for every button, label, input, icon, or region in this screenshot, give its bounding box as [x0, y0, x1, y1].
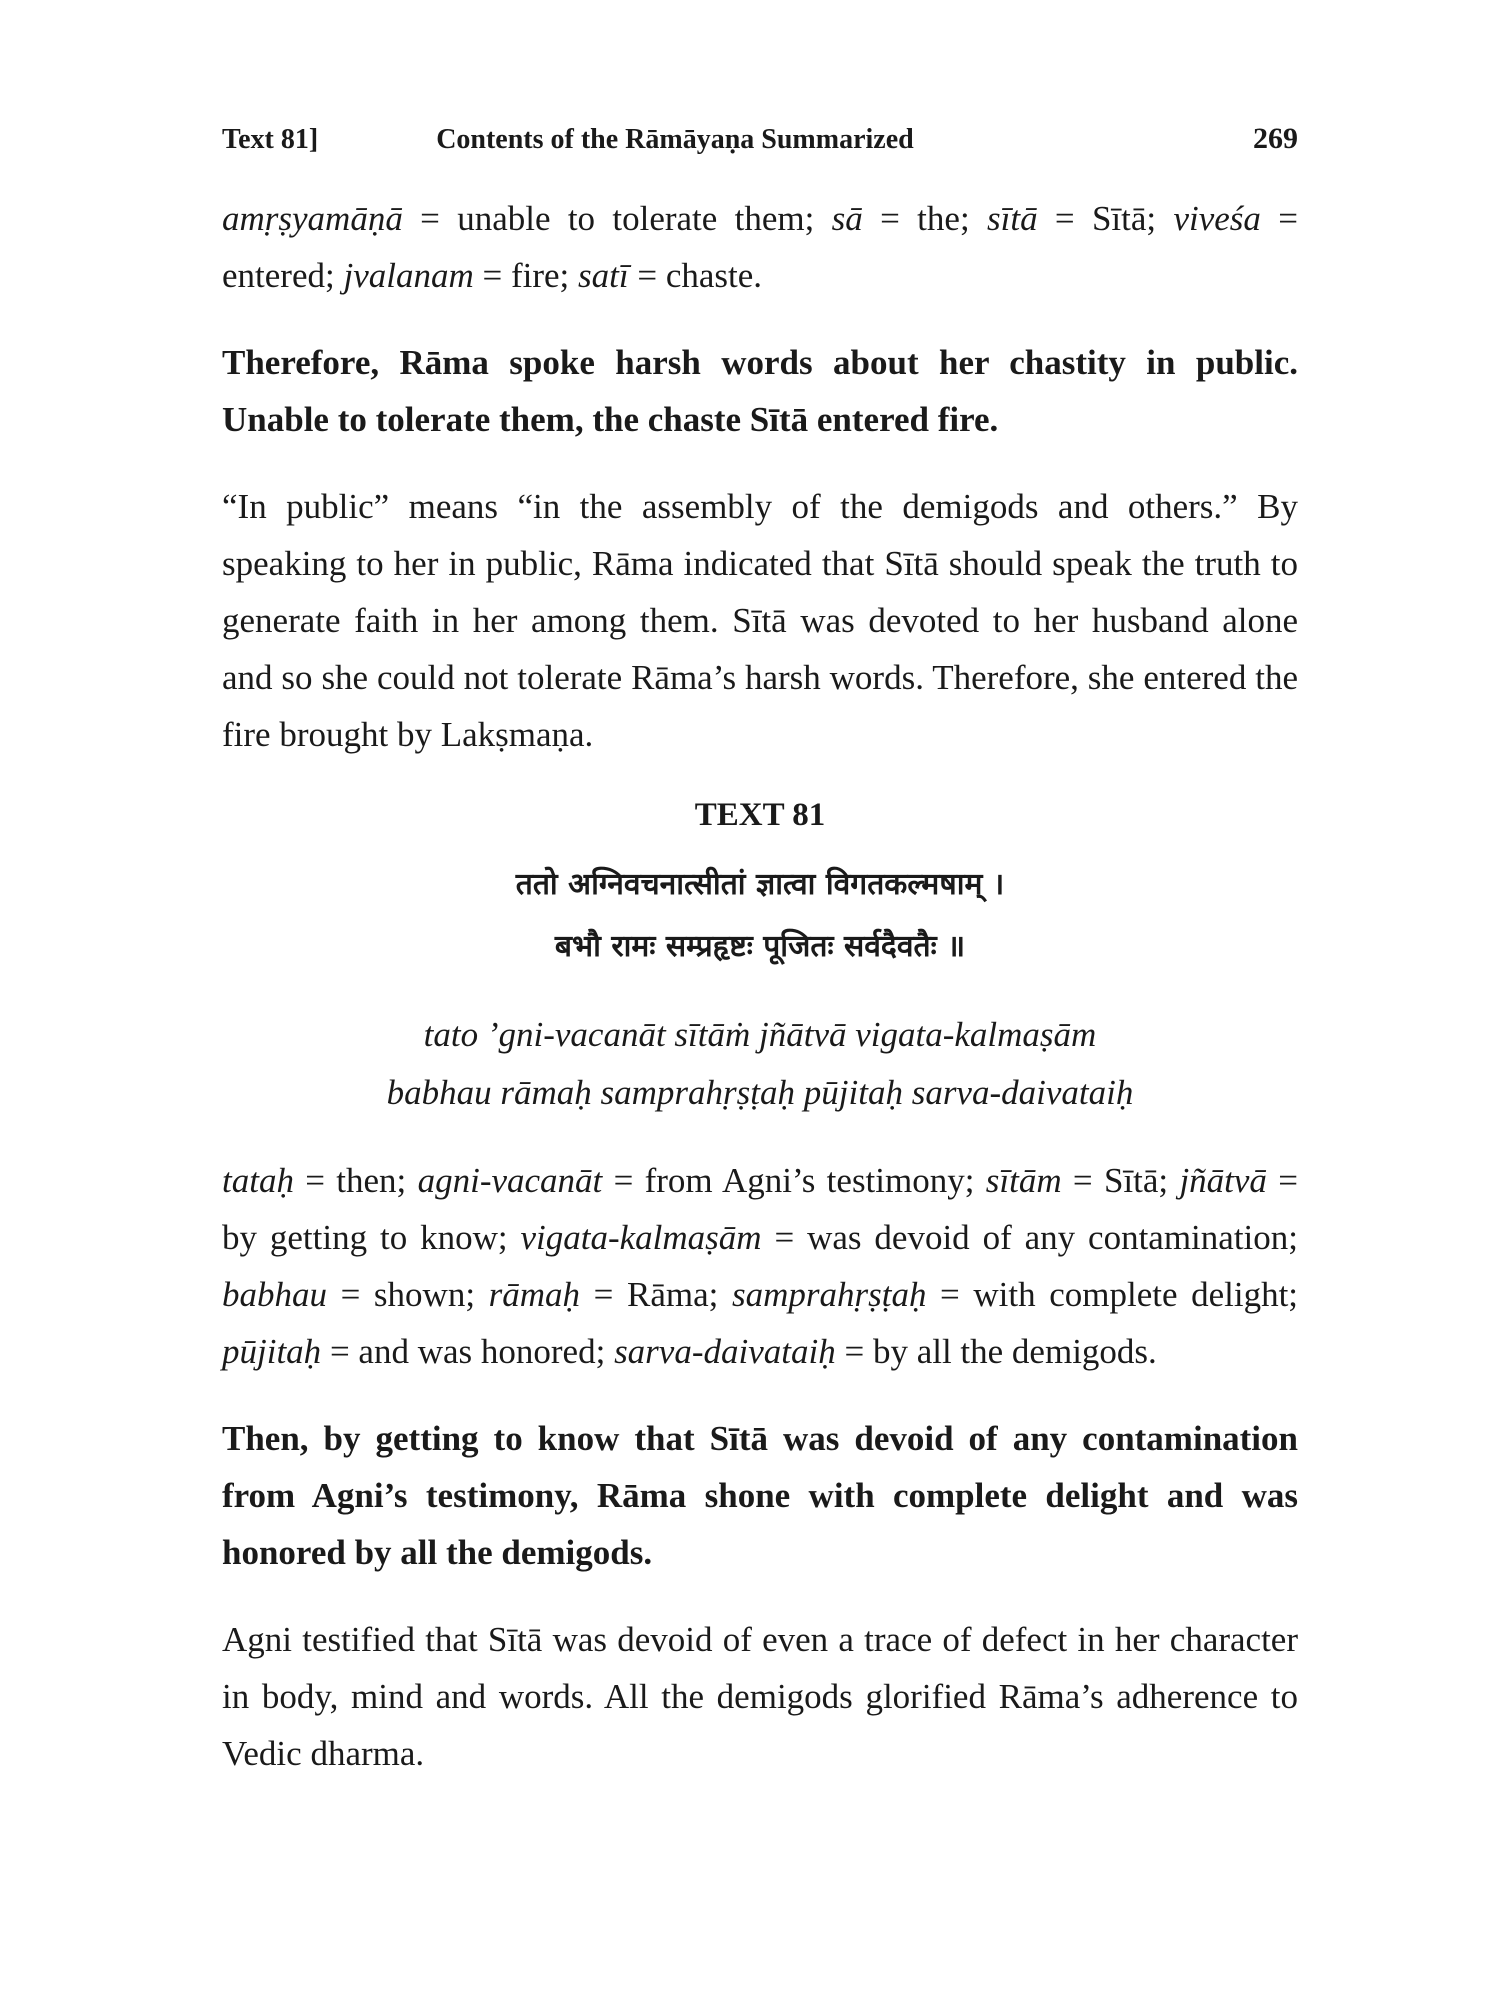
prev-purport: “In public” means “in the assembly of the demigods and others.” By speaking to her in public, Rāma indicated that Sītā should speak the truth to generate faith in her among them. Sītā was devoted to her husband alone and so she could not tolerate Rāma’s harsh words. Therefore, she entered the fire brought by Lakṣmaṇa.	[222, 487, 1298, 754]
gloss-meaning: = Sītā;	[1037, 199, 1174, 238]
gloss-meaning: = and was honored;	[321, 1332, 615, 1371]
devanagari-line: ततो अग्निवचनात्सीतां ज्ञात्वा विगतकल्मषाम् ।	[515, 867, 1005, 902]
gloss-term: sītām	[985, 1161, 1062, 1200]
transliteration	[222, 1006, 1298, 1122]
gloss-term: sā	[831, 199, 863, 238]
running-title: Contents of the Rāmāyaṇa Summarized	[436, 124, 914, 155]
gloss-meaning: = shown;	[327, 1275, 489, 1314]
gloss-meaning: = chaste.	[628, 256, 763, 295]
page-content	[222, 122, 1298, 1782]
gloss-meaning: = by getting to know;	[222, 1161, 1298, 1257]
gloss-term: samprahṛṣṭaḥ	[731, 1275, 927, 1314]
transliteration-line: tato ’gni-vacanāt sītāṁ jñātvā vigata-kalmaṣām	[423, 1015, 1097, 1054]
gloss-term: rāmaḥ	[488, 1275, 581, 1314]
prev-word-gloss	[222, 190, 1298, 304]
gloss-term: jvalanam	[343, 256, 474, 295]
transliteration-line: babhau rāmaḥ samprahṛṣṭaḥ pūjitaḥ sarva-daivataiḥ	[386, 1073, 1134, 1112]
gloss-term: viveśa	[1173, 199, 1261, 238]
gloss-term: tataḥ	[222, 1161, 294, 1200]
translation: Then, by getting to know that Sītā was devoid of any contamination from Agni’s testimony, Rāma shone with complete delight and was honored by all the demigods.	[222, 1419, 1298, 1572]
gloss-term: sītā	[987, 199, 1038, 238]
gloss-meaning: = was devoid of any contamination;	[761, 1218, 1298, 1257]
gloss-meaning: = by all the demigods.	[835, 1332, 1157, 1371]
gloss-term: satī	[578, 256, 629, 295]
gloss-term: vigata-kalmaṣām	[520, 1218, 762, 1257]
gloss-term: babhau	[222, 1275, 327, 1314]
gloss-meaning: = Sītā;	[1061, 1161, 1180, 1200]
gloss-meaning: = unable to tolerate them;	[402, 199, 832, 238]
prev-translation: Therefore, Rāma spoke harsh words about her chastity in public. Unable to tolerate them, the chaste Sītā entered fire.	[222, 343, 1298, 439]
gloss-term: agni-vacanāt	[417, 1161, 603, 1200]
gloss-meaning: = fire;	[473, 256, 579, 295]
gloss-meaning: = Rāma;	[580, 1275, 732, 1314]
purport: Agni testified that Sītā was devoid of even a trace of defect in her character in body, mind and words. All the demigods glorified Rāma’s adherence to Vedic dharma.	[222, 1620, 1298, 1773]
word-gloss	[222, 1152, 1298, 1380]
gloss-meaning: = with complete delight;	[926, 1275, 1299, 1314]
devanagari-verse	[222, 854, 1298, 978]
gloss-term: pūjitaḥ	[222, 1332, 322, 1371]
gloss-meaning: = entered;	[222, 199, 1298, 295]
devanagari-line: बभौ रामः सम्प्रहृष्टः पूजितः सर्वदैवतैः ॥	[554, 929, 966, 964]
gloss-meaning: = the;	[862, 199, 987, 238]
gloss-meaning: = then;	[293, 1161, 418, 1200]
gloss-term: jñātvā	[1179, 1161, 1267, 1200]
chapter-reference: Text 81]	[222, 124, 319, 155]
running-header	[222, 122, 1298, 156]
verse-heading: TEXT 81	[694, 797, 826, 833]
gloss-term: sarva-daivataiḥ	[614, 1332, 836, 1371]
page-number: 269	[1253, 122, 1298, 155]
gloss-meaning: = from Agni’s testimony;	[602, 1161, 986, 1200]
gloss-term: amṛṣyamāṇā	[222, 199, 403, 238]
